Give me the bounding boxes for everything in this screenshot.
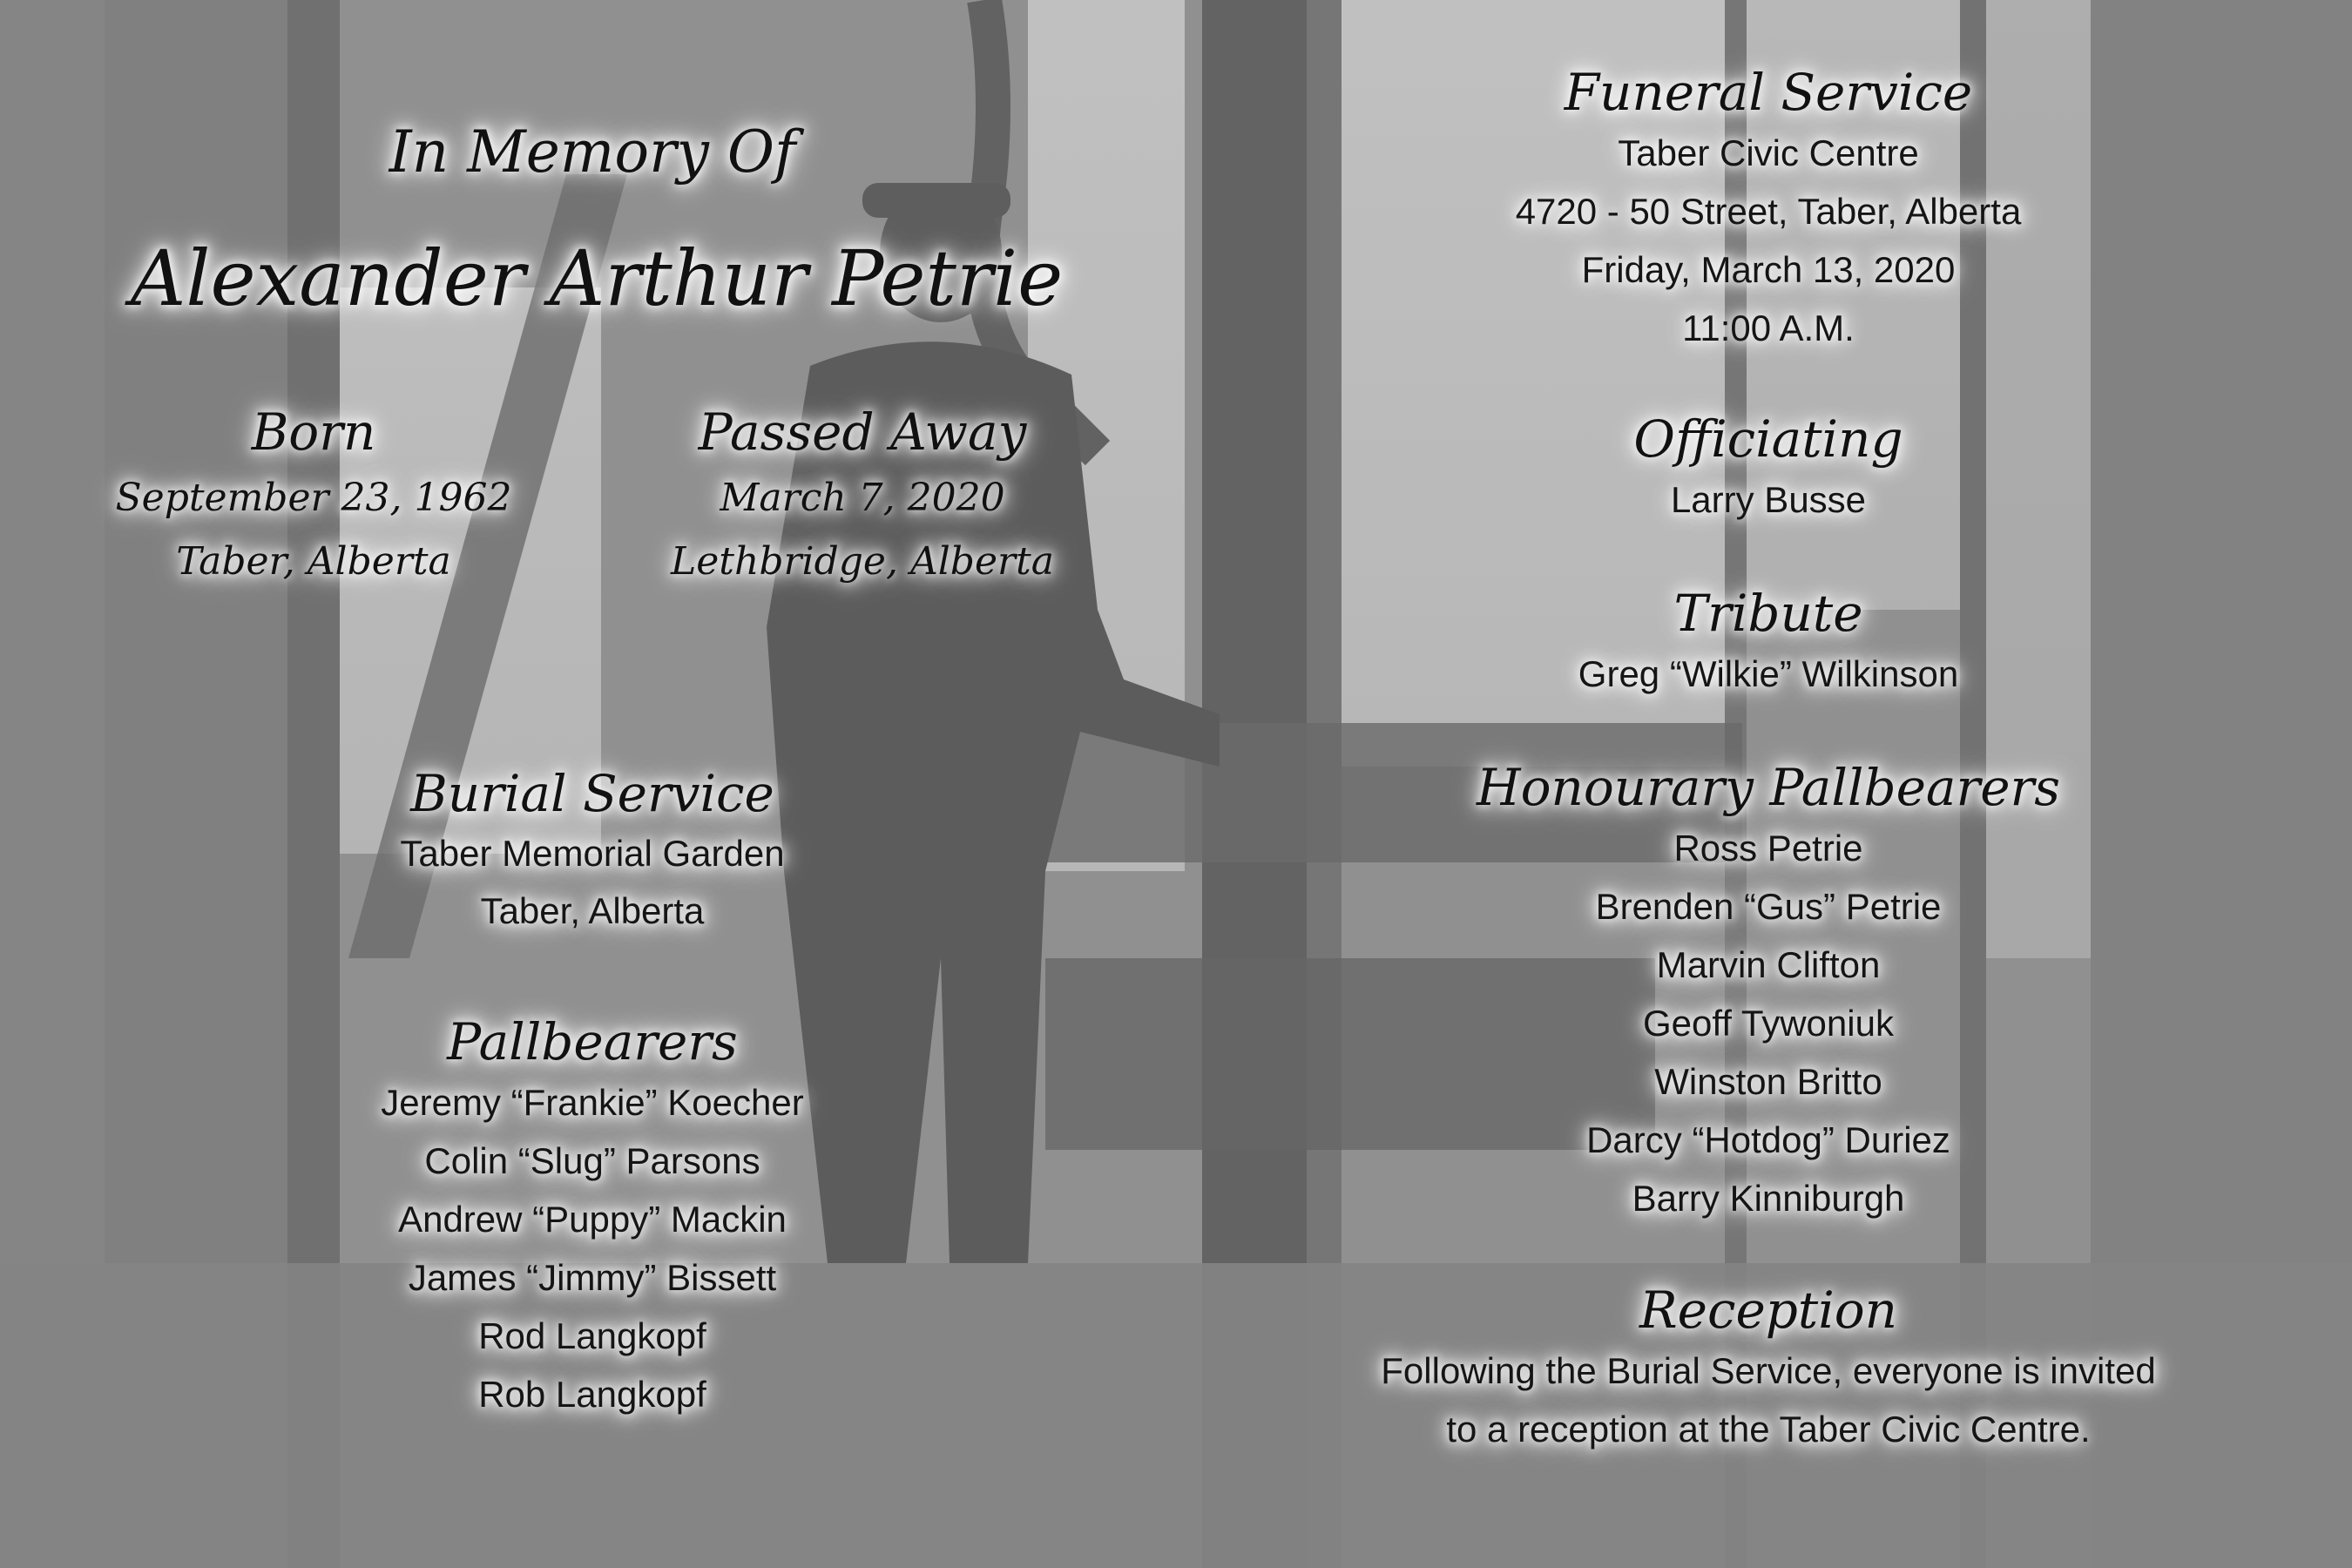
burial-service-section	[296, 762, 889, 940]
in-memory-of-label: In Memory Of	[389, 118, 796, 186]
burial-line: Taber Memorial Garden	[400, 833, 785, 874]
honourary-pallbearer-name: Marvin Clifton	[1656, 944, 1881, 985]
reception-line: to a reception at the Taber Civic Centre.	[1446, 1409, 2091, 1450]
reception-line: Following the Burial Service, everyone is invited	[1381, 1350, 2156, 1391]
honourary-pallbearers-heading: Honourary Pallbearers	[1476, 758, 2061, 817]
born-place: Taber, Alberta	[176, 539, 451, 584]
tribute-section	[1411, 582, 2126, 703]
pallbearer-name: Colin “Slug” Parsons	[424, 1140, 760, 1181]
tribute-heading: Tribute	[1673, 584, 1863, 643]
funeral-line: Friday, March 13, 2020	[1581, 249, 1956, 290]
pallbearer-name: Rod Langkopf	[478, 1315, 706, 1356]
born-section	[35, 401, 592, 591]
passed-away-place: Lethbridge, Alberta	[671, 539, 1054, 584]
pallbearer-name: Jeremy “Frankie” Koecher	[381, 1082, 804, 1123]
funeral-line: 4720 - 50 Street, Taber, Alberta	[1515, 191, 2022, 232]
born-heading: Born	[251, 402, 376, 462]
burial-service-heading: Burial Service	[410, 764, 774, 823]
deceased-name-text: Alexander Arthur Petrie	[130, 233, 1064, 323]
honourary-pallbearer-name: Barry Kinniburgh	[1632, 1178, 1905, 1219]
passed-away-date: March 7, 2020	[720, 476, 1005, 520]
honourary-pallbearers-section	[1376, 756, 2160, 1227]
burial-line: Taber, Alberta	[480, 890, 705, 931]
funeral-service-section	[1411, 61, 2126, 357]
pallbearers-section	[296, 1010, 889, 1423]
honourary-pallbearer-name: Brenden “Gus” Petrie	[1595, 886, 1942, 927]
honourary-pallbearer-name: Geoff Tywoniuk	[1643, 1003, 1894, 1044]
officiating-name: Larry Busse	[1670, 479, 1867, 520]
born-date: September 23, 1962	[115, 476, 512, 520]
honourary-pallbearer-name: Darcy “Hotdog” Duriez	[1586, 1119, 1950, 1160]
tribute-name: Greg “Wilkie” Wilkinson	[1578, 653, 1959, 694]
deceased-name	[35, 226, 1159, 331]
reception-section	[1289, 1279, 2247, 1458]
officiating-heading: Officiating	[1633, 409, 1903, 469]
funeral-line: 11:00 A.M.	[1682, 308, 1855, 348]
pallbearer-name: James “Jimmy” Bissett	[408, 1257, 777, 1298]
passed-away-section	[601, 401, 1124, 591]
reception-heading: Reception	[1639, 1281, 1898, 1340]
memorial-header	[348, 113, 836, 192]
officiating-section	[1411, 408, 2126, 529]
pallbearer-name: Andrew “Puppy” Mackin	[398, 1199, 787, 1240]
funeral-service-heading: Funeral Service	[1564, 63, 1973, 122]
honourary-pallbearer-name: Ross Petrie	[1673, 828, 1863, 868]
honourary-pallbearer-name: Winston Britto	[1654, 1061, 1882, 1102]
funeral-line: Taber Civic Centre	[1618, 132, 1919, 173]
pallbearer-name: Rob Langkopf	[478, 1374, 706, 1415]
passed-away-heading: Passed Away	[698, 402, 1027, 462]
pallbearers-heading: Pallbearers	[447, 1012, 738, 1071]
